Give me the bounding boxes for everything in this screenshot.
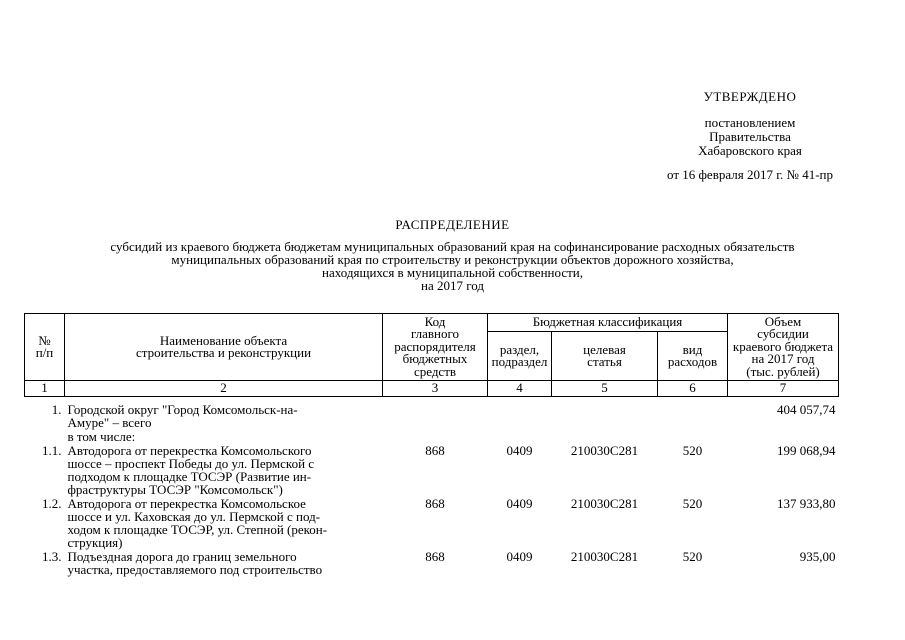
header-num-line: № xyxy=(38,332,51,348)
heading-line-3: находящихся в муниципальной собственности, xyxy=(322,265,583,280)
table-row xyxy=(25,443,839,496)
heading-line-1: субсидий из краевого бюджета бюджетам муниципальных образований края на софинансирование расходных обязательств xyxy=(110,239,795,254)
header-section xyxy=(488,332,552,381)
column-number: 2 xyxy=(65,381,383,397)
row-name-line: участка, предоставляемого под строительство xyxy=(67,562,323,577)
header-volume xyxy=(728,314,839,381)
header-budget-classification: Бюджетная классификация xyxy=(488,314,728,332)
header-expense-line: вид xyxy=(682,341,703,357)
row-section xyxy=(488,429,552,443)
header-code xyxy=(383,314,488,381)
header-volume-line: краевого бюджета xyxy=(732,338,834,354)
table-row xyxy=(25,549,839,576)
header-target-line: целевая xyxy=(583,341,626,357)
header-num-line: п/п xyxy=(35,345,54,360)
column-number: 6 xyxy=(658,381,728,397)
row-target: 210030С281 xyxy=(570,443,639,458)
row-name xyxy=(65,496,383,549)
approval-line-2: Правительства xyxy=(709,129,791,144)
header-num xyxy=(25,314,65,381)
row-expense xyxy=(658,402,728,429)
subsidy-table xyxy=(24,313,839,576)
heading-line-4: на 2017 год xyxy=(421,278,484,293)
row-section: 0409 xyxy=(506,496,533,511)
row-code xyxy=(383,402,488,429)
row-amount: 137 933,80 xyxy=(777,496,836,511)
row-amount: 404 057,74 xyxy=(777,402,836,417)
row-target xyxy=(552,402,658,429)
column-number: 5 xyxy=(552,381,658,397)
row-target: 210030С281 xyxy=(570,549,639,564)
table-body xyxy=(25,397,839,577)
approval-title: УТВЕРЖДЕНО xyxy=(703,89,797,104)
row-expense: 520 xyxy=(682,496,703,511)
row-code: 868 xyxy=(425,443,445,458)
row-name-line: Городской округ "Город Комсомольск-на- xyxy=(67,402,298,417)
row-name-line: фраструктуры ТОСЭР "Комсомольск") xyxy=(67,482,283,497)
table-row xyxy=(25,496,839,549)
row-name-line: струкция) xyxy=(67,535,123,550)
row-number xyxy=(25,429,65,443)
header-code-line: главного xyxy=(410,326,460,342)
column-number: 7 xyxy=(728,381,839,397)
header-volume-line: (тыс. рублей) xyxy=(746,363,820,379)
row-name-line: Амуре" – всего xyxy=(67,415,152,430)
row-name xyxy=(65,549,383,576)
row-name xyxy=(65,443,383,496)
header-section-line: подраздел xyxy=(491,354,548,369)
header-volume-line: на 2017 год xyxy=(751,351,815,367)
row-name-line: Автодорога от перекрестка Комсомольское xyxy=(67,496,306,511)
header-expense xyxy=(658,332,728,381)
row-name-line: Автодорога от перекрестка Комсомольского xyxy=(67,443,312,458)
column-number-row xyxy=(25,381,839,397)
header-code-line: Код xyxy=(424,313,446,329)
row-number: 1.2. xyxy=(42,496,62,511)
column-number: 3 xyxy=(383,381,488,397)
column-number: 4 xyxy=(488,381,552,397)
row-name-line: подходом к площадке ТОСЭР (Развитие ин- xyxy=(67,469,312,484)
row-name-line: шоссе и ул. Каховская до ул. Пермской с под- xyxy=(67,509,321,524)
heading-line-2: муниципальных образований края по строительству и реконструкции объектов дорожного хозяйства, xyxy=(171,252,734,267)
column-number: 1 xyxy=(25,381,65,397)
row-expense xyxy=(658,429,728,443)
table-row xyxy=(25,402,839,429)
approval-date: от 16 февраля 2017 г. № 41-пр xyxy=(667,167,833,182)
table-header xyxy=(25,314,839,397)
header-volume-line: субсидии xyxy=(757,326,809,342)
header-target xyxy=(552,332,658,381)
row-amount: 199 068,94 xyxy=(777,443,836,458)
row-section xyxy=(488,402,552,429)
approval-block xyxy=(600,90,900,182)
document-heading xyxy=(0,218,905,292)
row-amount xyxy=(728,429,839,443)
row-name xyxy=(65,402,383,429)
row-target xyxy=(552,429,658,443)
row-section: 0409 xyxy=(506,549,533,564)
header-code-line: распорядителя xyxy=(394,338,476,354)
header-name-line: Наименование объекта xyxy=(159,332,288,348)
row-number: 1.3. xyxy=(42,549,62,564)
header-target-line: статья xyxy=(587,354,622,369)
row-name-line: Подъездная дорога до границ земельного xyxy=(67,549,297,564)
row-target: 210030С281 xyxy=(570,496,639,511)
header-code-line: средств xyxy=(413,363,457,379)
document-title: РАСПРЕДЕЛЕНИЕ xyxy=(395,217,510,232)
approval-line-3: Хабаровского края xyxy=(698,143,802,158)
approval-line-1: постановлением xyxy=(704,115,796,130)
row-code xyxy=(383,429,488,443)
row-number: 1.1. xyxy=(42,443,62,458)
row-name xyxy=(65,429,383,443)
table-row xyxy=(25,429,839,443)
row-code: 868 xyxy=(425,496,445,511)
row-name-line: в том числе: xyxy=(67,429,136,444)
row-name-line: ходом к площадке ТОСЭР, ул. Степной (рекон- xyxy=(67,522,328,537)
row-expense: 520 xyxy=(682,443,703,458)
row-name-line: шоссе – проспект Победы до ул. Пермской с xyxy=(67,456,315,471)
header-name xyxy=(65,314,383,381)
row-amount: 935,00 xyxy=(799,549,836,564)
header-expense-line: расходов xyxy=(667,354,718,369)
header-volume-line: Объем xyxy=(764,313,802,329)
row-section: 0409 xyxy=(506,443,533,458)
row-expense: 520 xyxy=(682,549,703,564)
header-name-line: строительства и реконструкции xyxy=(135,345,312,360)
row-number: 1. xyxy=(51,402,62,417)
header-code-line: бюджетных xyxy=(402,351,468,367)
header-section-line: раздел, xyxy=(499,341,540,357)
row-code: 868 xyxy=(425,549,445,564)
